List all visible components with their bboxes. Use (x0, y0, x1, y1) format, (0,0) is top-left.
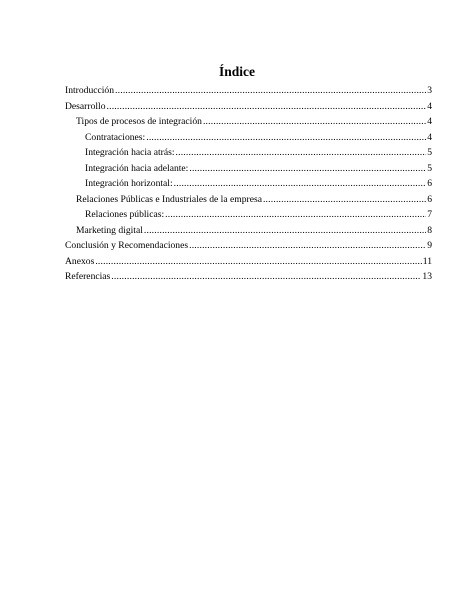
toc-entry-label: Tipos de procesos de integración (76, 116, 202, 127)
toc-entry-label: Contrataciones: (85, 131, 146, 143)
toc-entry-conclusion[interactable] (65, 238, 432, 254)
dot-leader (165, 207, 426, 223)
toc-entry-contrataciones[interactable] (65, 130, 432, 146)
toc-entry-integracion-hacia-adelante[interactable] (65, 161, 432, 177)
toc-entry-page: 7 (427, 209, 432, 220)
dot-leader (146, 130, 426, 146)
toc-entry-desarrollo[interactable] (65, 99, 432, 115)
toc-entry-label: Integración hacia adelante: (85, 162, 189, 174)
toc-entry-page: 5 (427, 162, 432, 174)
toc-entry-anexos[interactable] (65, 254, 432, 270)
toc-title: Índice (218, 64, 255, 79)
toc-entry-label: Anexos (65, 255, 95, 267)
dot-leader (144, 223, 426, 239)
dot-leader (176, 145, 427, 161)
dot-leader (189, 238, 426, 254)
toc-entry-label: Relaciones públicas: (85, 209, 165, 220)
dot-leader (107, 99, 427, 115)
dot-leader (203, 114, 426, 130)
dot-leader (111, 269, 421, 285)
toc-entry-page: 5 (427, 147, 432, 158)
toc-entry-label: Integración horizontal: (85, 178, 173, 189)
toc-entry-label: Marketing digital (76, 224, 143, 236)
toc-entry-label: Relaciones Públicas e Industriales de la empresa (76, 193, 262, 205)
toc-entry-page: 6 (427, 193, 432, 205)
toc-entry-label: Referencias (65, 271, 111, 282)
toc-entry-marketing-digital[interactable] (65, 223, 432, 239)
toc-entry-tipos-de-procesos[interactable] (65, 114, 432, 130)
toc-entry-page: 13 (422, 271, 432, 282)
toc-entry-page: 4 (427, 100, 432, 112)
toc-entry-page: 9 (427, 240, 432, 251)
table-of-contents (65, 83, 432, 285)
toc-entry-label: Integración hacia atrás: (85, 147, 175, 158)
toc-entry-label: Conclusión y Recomendaciones (65, 240, 189, 251)
toc-entry-page: 3 (427, 85, 432, 96)
toc-entry-page: 11 (422, 255, 432, 267)
toc-entry-integracion-hacia-atras[interactable] (65, 145, 432, 161)
toc-entry-relaciones-publicas[interactable] (65, 207, 432, 223)
dot-leader (115, 83, 426, 99)
dot-leader (174, 176, 426, 192)
toc-entry-integracion-horizontal[interactable] (65, 176, 432, 192)
toc-entry-page: 8 (427, 224, 432, 236)
toc-entry-introduccion[interactable] (65, 83, 432, 99)
toc-entry-label: Introducción (65, 85, 115, 96)
toc-entry-page: 6 (427, 178, 432, 189)
toc-entry-relaciones-publicas-e-industriales[interactable] (65, 192, 432, 208)
toc-entry-page: 4 (427, 116, 432, 127)
dot-leader (189, 161, 426, 177)
toc-entry-referencias[interactable] (65, 269, 432, 285)
toc-entry-label: Desarrollo (65, 100, 106, 112)
dot-leader (95, 254, 421, 270)
dot-leader (263, 192, 426, 208)
toc-entry-page: 4 (427, 131, 432, 143)
